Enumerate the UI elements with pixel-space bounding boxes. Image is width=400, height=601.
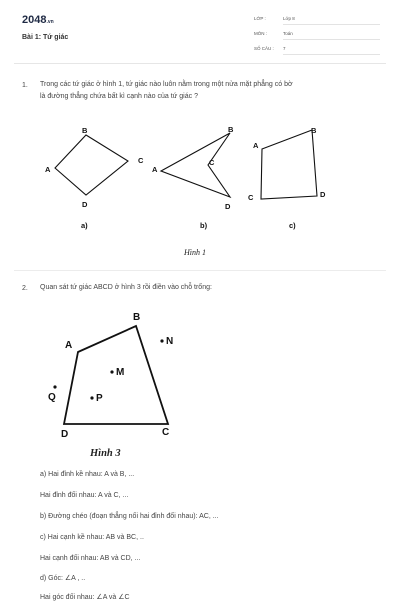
logo-text: 2048: [22, 14, 47, 26]
site-logo[interactable]: [22, 14, 54, 26]
fig-c-label-a: A: [253, 141, 259, 150]
fig-b-label-a: A: [152, 165, 158, 174]
meta-value-subject: Toán: [283, 31, 293, 36]
fig3-label-n: N: [166, 336, 174, 347]
logo-suffix: .vn: [46, 19, 54, 25]
fig-b-label-d: D: [225, 202, 231, 211]
answer-line-3: b) Đường chéo (đoạn thẳng nối hai đỉnh đối nhau): AC, ...: [40, 513, 219, 520]
question-divider: [14, 270, 386, 271]
fig-b-sublabel: b): [200, 221, 208, 230]
fig3-label-c: C: [162, 427, 170, 438]
answer-line-7: Hai góc đối nhau: ∠A và ∠C: [40, 594, 130, 601]
answer-line-5: Hai cạnh đối nhau: AB và CD, ...: [40, 555, 141, 562]
meta-row-count: [254, 43, 380, 55]
answer-line-4: c) Hai cạnh kề nhau: AB và BC, ..: [40, 534, 144, 541]
fig3-label-d: D: [61, 429, 69, 440]
fig3-label-b: B: [133, 312, 141, 323]
question-2-text: Quan sát tứ giác ABCD ở hình 3 rồi điền vào chỗ trống:: [40, 284, 212, 291]
fig-b-label-c: C: [209, 158, 215, 167]
fig-a-sublabel: a): [81, 221, 88, 230]
answer-line-2: Hai đỉnh đối nhau: A và C, ...: [40, 492, 129, 499]
meta-underline: [283, 54, 380, 55]
quadrilateral-a: [55, 135, 128, 195]
figure-1-caption: Hình 1: [184, 248, 206, 257]
question-1-number: 1.: [22, 82, 28, 89]
answer-line-6: d) Góc: ∠A , ..: [40, 575, 86, 582]
meta-value-count: 7: [283, 46, 286, 51]
point-q: [53, 385, 56, 388]
fig-b-label-b: B: [228, 125, 234, 134]
point-m: [110, 370, 113, 373]
fig3-label-a: A: [65, 340, 73, 351]
meta-label-count: SỐ CÂU :: [254, 46, 274, 51]
fig-a-label-c: C: [138, 156, 144, 165]
fig3-label-q: Q: [48, 392, 56, 403]
meta-label-subject: MÔN :: [254, 31, 267, 36]
figure-1: [0, 118, 400, 263]
fig3-label-m: M: [116, 367, 125, 378]
meta-row-subject: [254, 28, 380, 40]
meta-label-grade: LỚP :: [254, 16, 266, 21]
meta-underline: [283, 39, 380, 40]
answer-line-1: a) Hai đỉnh kề nhau: A và B, ...: [40, 471, 135, 478]
lesson-title: Bài 1: Tứ giác: [22, 34, 69, 41]
fig-c-label-c: C: [248, 193, 254, 202]
meta-row-grade: [254, 13, 380, 25]
fig-a-label-d: D: [82, 200, 88, 209]
question-2-number: 2.: [22, 285, 28, 292]
question-1-text: [40, 79, 293, 103]
figure-3: [0, 305, 400, 465]
fig-a-label-b: B: [82, 126, 88, 135]
question-1-line-2: là đường thẳng chứa bất kì cạnh nào của tứ giác ?: [40, 93, 198, 100]
fig-a-label-a: A: [45, 165, 51, 174]
meta-value-grade: Lớp 8: [283, 16, 295, 21]
fig-c-label-d: D: [320, 190, 326, 199]
point-n: [160, 339, 163, 342]
fig3-label-p: P: [96, 393, 103, 404]
meta-underline: [283, 24, 380, 25]
header-divider: [14, 63, 386, 64]
quadrilateral-b: [161, 133, 230, 197]
quadrilateral-c: [261, 130, 317, 199]
fig-c-sublabel: c): [289, 221, 296, 230]
figure-3-caption: Hình 3: [90, 448, 121, 459]
question-1-line-1: Trong các tứ giác ở hình 1, tứ giác nào luôn nằm trong một nửa mặt phẳng có bờ: [40, 81, 293, 88]
fig-c-label-b: B: [311, 126, 317, 135]
point-p: [90, 396, 93, 399]
